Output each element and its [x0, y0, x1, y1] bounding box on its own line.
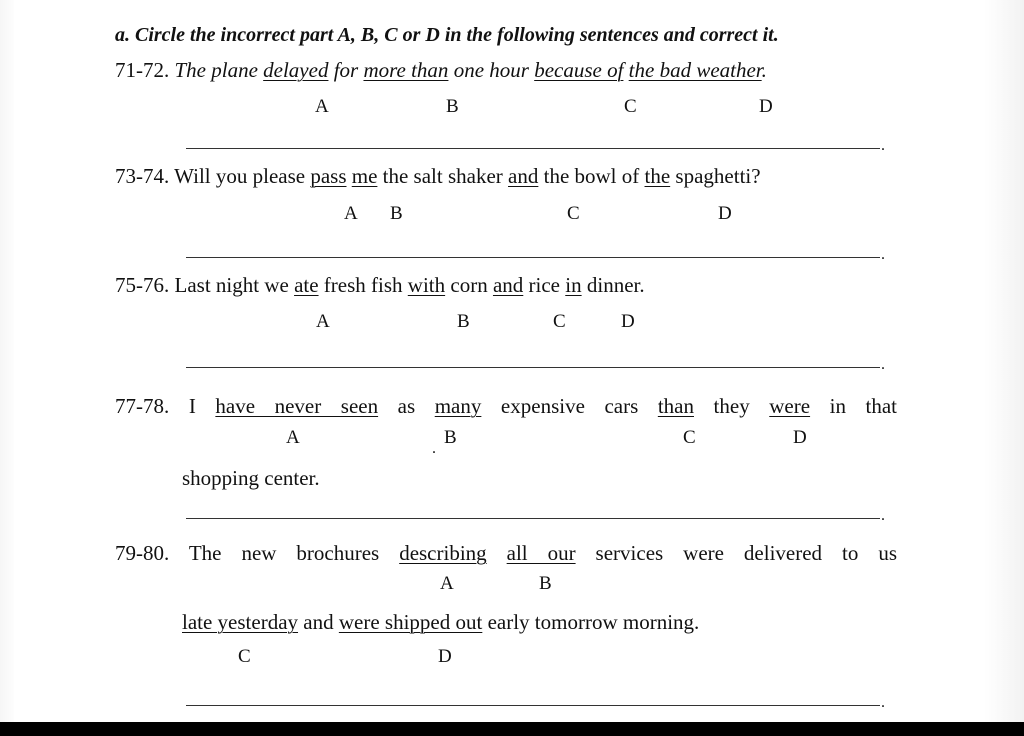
option-d-letter[interactable]: D: [621, 311, 635, 332]
option-a-letter[interactable]: A: [286, 427, 300, 448]
option-a-text[interactable]: have never seen: [215, 394, 379, 418]
question-number: 77-78.: [115, 394, 170, 418]
option-a-letter[interactable]: A: [344, 203, 358, 224]
stray-dot: .: [432, 440, 436, 457]
sentence-text: [487, 541, 507, 565]
sentence-text: the salt shaker: [377, 164, 509, 188]
option-a-letter[interactable]: A: [440, 573, 454, 594]
sentence-text: dinner.: [581, 273, 645, 297]
sentence-text: as: [378, 394, 435, 418]
option-d-letter[interactable]: D: [438, 646, 452, 667]
sentence-text: and: [298, 610, 339, 634]
option-b-letter[interactable]: B: [390, 203, 403, 224]
sentence-text: the bowl of: [538, 164, 645, 188]
screen-bottom-bar: [0, 722, 1024, 736]
question-77-78: [115, 393, 897, 419]
option-a-text[interactable]: pass: [310, 164, 347, 188]
option-a-text[interactable]: ate: [294, 273, 319, 297]
option-d-text[interactable]: the bad weather: [628, 58, 762, 82]
option-c-letter[interactable]: C: [553, 311, 566, 332]
option-d-text[interactable]: were: [769, 394, 811, 418]
sentence-text: rice: [523, 273, 566, 297]
instruction-heading: a. Circle the incorrect part A, B, C or D in the following sentences and correct it.: [115, 24, 779, 46]
question-73-74: [115, 163, 761, 189]
question-number: 71-72.: [115, 58, 170, 82]
option-b-letter[interactable]: B: [457, 311, 470, 332]
option-b-letter[interactable]: B: [539, 573, 552, 594]
option-c-text[interactable]: late yesterday: [182, 610, 299, 634]
answer-line[interactable]: [186, 705, 880, 706]
option-c-text[interactable]: and: [508, 164, 539, 188]
answer-line-dot: .: [881, 694, 885, 711]
sentence-text: I: [188, 394, 216, 418]
sentence-text: for: [328, 58, 364, 82]
sentence-continuation: shopping center.: [182, 466, 320, 490]
question-75-76: [115, 272, 645, 298]
page-edge-left: [0, 0, 14, 736]
question-number: 79-80.: [115, 541, 170, 565]
option-c-text[interactable]: because of: [534, 58, 624, 82]
option-d-letter[interactable]: D: [759, 96, 773, 117]
option-b-text[interactable]: many: [434, 394, 482, 418]
option-a-letter[interactable]: A: [315, 96, 329, 117]
answer-line-dot: .: [881, 507, 885, 524]
answer-line[interactable]: [186, 257, 880, 258]
option-d-letter[interactable]: D: [793, 427, 807, 448]
sentence-text: fresh fish: [318, 273, 408, 297]
option-b-text[interactable]: all our: [506, 541, 576, 565]
answer-line-dot: .: [881, 246, 885, 263]
option-c-letter[interactable]: C: [683, 427, 696, 448]
question-number: 75-76.: [115, 273, 170, 297]
answer-line[interactable]: [186, 367, 880, 368]
option-b-text[interactable]: me: [351, 164, 378, 188]
option-c-letter[interactable]: C: [238, 646, 251, 667]
option-c-letter[interactable]: C: [624, 96, 637, 117]
option-d-text[interactable]: were shipped out: [338, 610, 483, 634]
sentence-text: they: [693, 394, 770, 418]
option-b-text[interactable]: with: [407, 273, 446, 297]
sentence-text: in that: [810, 394, 898, 418]
sentence-text: expensive cars: [481, 394, 658, 418]
option-d-text[interactable]: in: [565, 273, 582, 297]
question-79-80: [115, 540, 897, 566]
answer-line-dot: .: [881, 356, 885, 373]
option-c-text[interactable]: than: [657, 394, 694, 418]
sentence-text: .: [761, 58, 767, 82]
option-b-letter[interactable]: B: [446, 96, 459, 117]
page-edge-right: [984, 0, 1024, 736]
option-b-text[interactable]: more than: [363, 58, 449, 82]
option-c-letter[interactable]: C: [567, 203, 580, 224]
option-c-text[interactable]: and: [492, 273, 524, 297]
sentence-text: The new brochures: [188, 541, 400, 565]
question-71-72: [115, 57, 767, 83]
question-number: 73-74.: [115, 164, 170, 188]
option-d-text[interactable]: the: [644, 164, 671, 188]
question-79-80-line-2: [182, 609, 699, 635]
sentence-text: services were delivered to us: [575, 541, 897, 565]
answer-line[interactable]: [186, 148, 880, 149]
sentence-text: early tomorrow morning.: [482, 610, 700, 634]
option-d-letter[interactable]: D: [718, 203, 732, 224]
option-a-text[interactable]: describing: [399, 541, 487, 565]
option-b-letter[interactable]: B: [444, 427, 457, 448]
sentence-text: corn: [445, 273, 493, 297]
option-a-letter[interactable]: A: [316, 311, 330, 332]
answer-line[interactable]: [186, 518, 880, 519]
answer-line-dot: .: [881, 137, 885, 154]
option-a-text[interactable]: delayed: [263, 58, 329, 82]
sentence-text: The plane: [174, 58, 264, 82]
sentence-text: Last night we: [174, 273, 295, 297]
sentence-text: one hour: [448, 58, 535, 82]
sentence-text: Will you please: [174, 164, 311, 188]
sentence-text: spaghetti?: [670, 164, 761, 188]
